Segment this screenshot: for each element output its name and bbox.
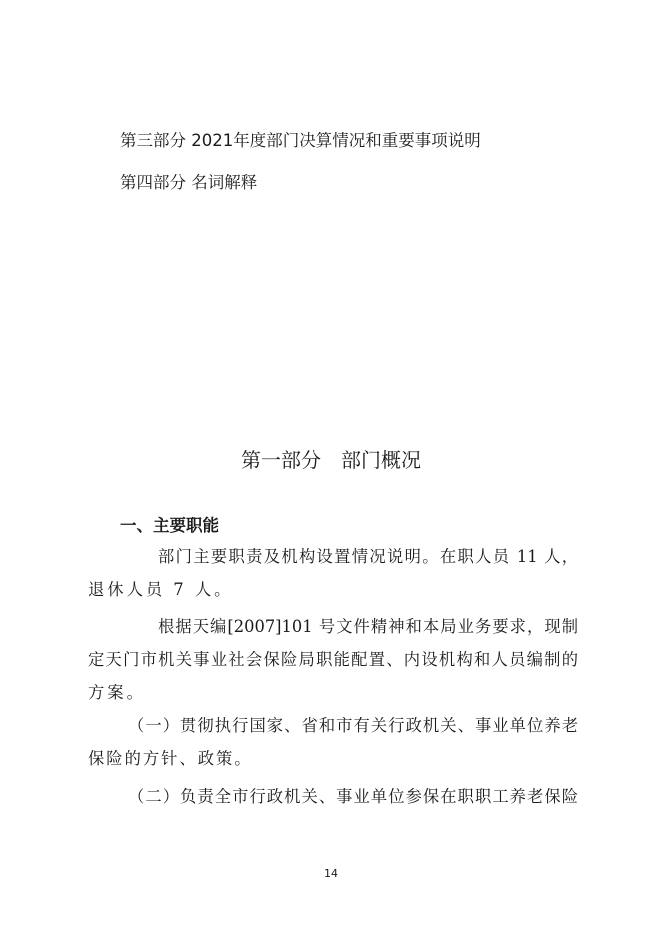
body-line: 根据天编[2007]101 号文件精神和本局业务要求，现制 [158,617,578,636]
toc-item-part4: 第四部分 名词解释 [120,173,258,192]
section-title: 第一部分 部门概况 [241,448,421,472]
toc-item-part3: 第三部分 2021年度部门决算情况和重要事项说明 [120,131,481,150]
body-line: （一）贯彻执行国家、省和市有关行政机关、事业单位养老 [128,716,578,735]
page-number: 14 [324,867,338,880]
body-line: 保险的方针、政策。 [88,749,253,768]
subsection-title: 一、主要职能 [120,516,219,535]
body-line: 部门主要职责及机构设置情况说明。在职人员 11 人， [158,547,578,566]
body-line: 退休人员 7 人。 [88,580,234,599]
body-line: 定天门市机关事业社会保险局职能配置、内设机构和人员编制的 [88,650,578,669]
body-line: 方案。 [88,683,146,702]
body-line: （二）负责全市行政机关、事业单位参保在职职工养老保险 [128,787,578,806]
